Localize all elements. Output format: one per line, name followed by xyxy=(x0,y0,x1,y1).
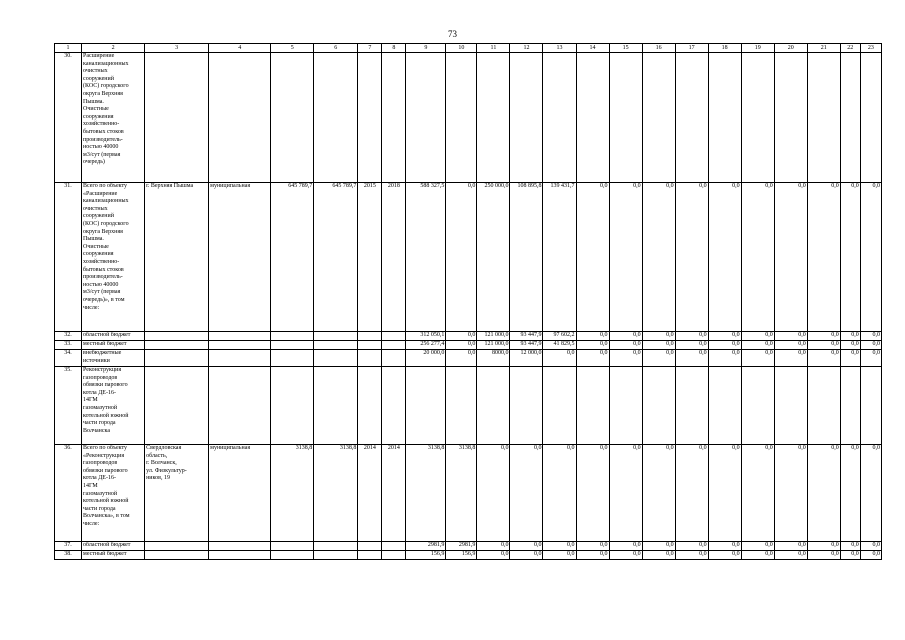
table-cell: 0,0 xyxy=(774,341,807,350)
table-cell xyxy=(314,332,358,341)
table-cell: 0,0 xyxy=(860,341,881,350)
table-cell xyxy=(576,367,609,445)
column-number: 6 xyxy=(314,44,358,53)
table-cell: 108 895,8 xyxy=(510,183,543,332)
table-cell: 0,0 xyxy=(576,551,609,560)
table-cell xyxy=(145,332,209,341)
table-cell xyxy=(840,367,860,445)
table-cell xyxy=(209,542,271,551)
table-cell: 588 327,5 xyxy=(406,183,446,332)
page-number: 73 xyxy=(448,29,457,39)
table-cell: 32. xyxy=(55,332,82,341)
table-cell: 0,0 xyxy=(510,551,543,560)
table-cell xyxy=(271,53,314,183)
table-cell: 41 829,5 xyxy=(543,341,576,350)
table-cell: 3138,8 xyxy=(406,445,446,542)
table-cell: 12 000,0 xyxy=(510,350,543,367)
table-cell: 0,0 xyxy=(543,350,576,367)
table-cell xyxy=(145,551,209,560)
table-cell: 0,0 xyxy=(510,542,543,551)
table-cell: областной бюджет xyxy=(82,332,145,341)
table-cell: 0,0 xyxy=(576,341,609,350)
column-number: 14 xyxy=(576,44,609,53)
table-cell: г. Верхняя Пышма xyxy=(145,183,209,332)
table-cell xyxy=(271,542,314,551)
table-cell: 0,0 xyxy=(840,551,860,560)
table-cell: 2018 xyxy=(382,183,406,332)
table-cell xyxy=(675,53,708,183)
table-cell xyxy=(314,367,358,445)
table-cell xyxy=(145,367,209,445)
table-cell: 2981,9 xyxy=(446,542,477,551)
column-number: 3 xyxy=(145,44,209,53)
table-cell: Реконструкция газопроводов обвязки парового котла ДЕ-16- 14ГМ газомазутной котельной южной части города Волчанска xyxy=(82,367,145,445)
column-number: 11 xyxy=(477,44,510,53)
table-cell xyxy=(358,542,382,551)
table-cell: 0,0 xyxy=(543,542,576,551)
table-cell xyxy=(358,341,382,350)
table-cell xyxy=(406,53,446,183)
table-cell: 0,0 xyxy=(510,445,543,542)
table-cell: 0,0 xyxy=(576,350,609,367)
table-cell: 0,0 xyxy=(543,445,576,542)
table-cell: 0,0 xyxy=(807,350,840,367)
table-cell: 0,0 xyxy=(774,551,807,560)
column-number: 12 xyxy=(510,44,543,53)
table-cell xyxy=(774,53,807,183)
column-number: 8 xyxy=(382,44,406,53)
table-cell: 34. xyxy=(55,350,82,367)
table-cell: 0,0 xyxy=(675,551,708,560)
table-cell: 0,0 xyxy=(860,445,881,542)
table-cell: 0,0 xyxy=(708,350,741,367)
column-number: 22 xyxy=(840,44,860,53)
table-cell: 37. xyxy=(55,542,82,551)
table-cell: 0,0 xyxy=(675,542,708,551)
table-cell: 0,0 xyxy=(741,341,774,350)
table-cell: 0,0 xyxy=(446,341,477,350)
table-cell xyxy=(675,367,708,445)
table-cell xyxy=(382,341,406,350)
table-cell: 3138,8 xyxy=(271,445,314,542)
table-cell: 256 277,4 xyxy=(406,341,446,350)
table-cell: 33. xyxy=(55,341,82,350)
table-cell: 38. xyxy=(55,551,82,560)
table-cell xyxy=(543,367,576,445)
column-number: 5 xyxy=(271,44,314,53)
column-number: 9 xyxy=(406,44,446,53)
table-cell xyxy=(807,367,840,445)
table-cell xyxy=(314,551,358,560)
table-cell: 0,0 xyxy=(741,332,774,341)
column-number: 20 xyxy=(774,44,807,53)
table-cell xyxy=(314,350,358,367)
column-number: 16 xyxy=(642,44,675,53)
table-cell xyxy=(807,53,840,183)
table-cell: 0,0 xyxy=(609,445,642,542)
table-cell xyxy=(314,542,358,551)
table-cell: 0,0 xyxy=(807,332,840,341)
table-cell: 0,0 xyxy=(609,341,642,350)
table-cell xyxy=(860,367,881,445)
table-cell xyxy=(145,542,209,551)
table-cell: 35. xyxy=(55,367,82,445)
table-cell xyxy=(358,367,382,445)
table-cell: 0,0 xyxy=(609,332,642,341)
table-cell: 0,0 xyxy=(609,551,642,560)
column-number: 13 xyxy=(543,44,576,53)
table-cell xyxy=(446,53,477,183)
table-row xyxy=(55,332,882,341)
table-cell: 0,0 xyxy=(774,350,807,367)
table-cell: 250 000,0 xyxy=(477,183,510,332)
table-cell: 0,0 xyxy=(543,551,576,560)
table-cell: 20 000,0 xyxy=(406,350,446,367)
table-row xyxy=(55,183,882,332)
table-cell: 0,0 xyxy=(609,542,642,551)
table-cell: 97 602,2 xyxy=(543,332,576,341)
table-cell: 30. xyxy=(55,53,82,183)
table-cell xyxy=(708,53,741,183)
table-cell: 0,0 xyxy=(708,542,741,551)
table-cell xyxy=(382,367,406,445)
column-number: 1 xyxy=(55,44,82,53)
column-number: 10 xyxy=(446,44,477,53)
table-cell: 2981,9 xyxy=(406,542,446,551)
table-cell xyxy=(271,551,314,560)
table-cell: 156,9 xyxy=(446,551,477,560)
table-cell: 0,0 xyxy=(642,445,675,542)
table-cell: 2015 xyxy=(358,183,382,332)
table-cell: 0,0 xyxy=(840,542,860,551)
table-cell xyxy=(406,367,446,445)
table-cell: 0,0 xyxy=(446,332,477,341)
column-number: 18 xyxy=(708,44,741,53)
table-cell: местный бюджет xyxy=(82,341,145,350)
table-cell: 3138,8 xyxy=(314,445,358,542)
table-cell xyxy=(271,341,314,350)
table-cell: 0,0 xyxy=(840,350,860,367)
table-cell: 0,0 xyxy=(807,341,840,350)
column-number: 2 xyxy=(82,44,145,53)
table-cell: 0,0 xyxy=(840,341,860,350)
table-cell xyxy=(209,350,271,367)
table-cell: 0,0 xyxy=(741,445,774,542)
table-cell: 0,0 xyxy=(675,445,708,542)
table-cell: 0,0 xyxy=(675,341,708,350)
table-cell: 0,0 xyxy=(477,445,510,542)
column-number: 4 xyxy=(209,44,271,53)
table-cell: 0,0 xyxy=(708,183,741,332)
table-cell xyxy=(382,53,406,183)
table-cell: 0,0 xyxy=(860,183,881,332)
table-cell xyxy=(145,53,209,183)
table-cell: 0,0 xyxy=(446,183,477,332)
table-cell: 0,0 xyxy=(774,445,807,542)
table-cell: 0,0 xyxy=(642,341,675,350)
table-cell: 0,0 xyxy=(774,332,807,341)
table-cell xyxy=(358,350,382,367)
column-number: 7 xyxy=(358,44,382,53)
column-number: 15 xyxy=(609,44,642,53)
table-cell: 0,0 xyxy=(576,445,609,542)
table-cell: местный бюджет xyxy=(82,551,145,560)
table-cell xyxy=(145,341,209,350)
table-cell: 0,0 xyxy=(741,183,774,332)
table-row xyxy=(55,53,882,183)
table-cell xyxy=(741,53,774,183)
table-cell: 0,0 xyxy=(774,542,807,551)
table-cell: Всего по объекту «Расширение канализационных очистных сооружений (КОС) городского округа Верхняя Пышма. Очистные сооружения хозяйственно- бытовых стоков производитель- ностью 40000 м3/сут (первая очередь)», в том числе: xyxy=(82,183,145,332)
table-cell xyxy=(609,367,642,445)
table-row xyxy=(55,551,882,560)
table-cell: 0,0 xyxy=(860,350,881,367)
table-cell xyxy=(209,551,271,560)
table-cell xyxy=(209,367,271,445)
table-cell: 36. xyxy=(55,445,82,542)
table-row xyxy=(55,542,882,551)
column-number: 19 xyxy=(741,44,774,53)
table-cell: 0,0 xyxy=(675,183,708,332)
table-row xyxy=(55,367,882,445)
table-cell: 645 789,7 xyxy=(314,183,358,332)
budget-table xyxy=(54,43,882,560)
table-cell: 93 447,9 xyxy=(510,341,543,350)
table-cell: 0,0 xyxy=(860,542,881,551)
table-cell: 0,0 xyxy=(675,350,708,367)
table-cell xyxy=(209,332,271,341)
table-cell: 0,0 xyxy=(741,350,774,367)
table-cell xyxy=(271,350,314,367)
table-cell: 2014 xyxy=(382,445,406,542)
table-cell xyxy=(382,551,406,560)
table-cell xyxy=(314,53,358,183)
table-cell: 0,0 xyxy=(609,183,642,332)
table-cell xyxy=(543,53,576,183)
table-cell: 8000,0 xyxy=(477,350,510,367)
table-cell xyxy=(609,53,642,183)
table-cell: 645 789,7 xyxy=(271,183,314,332)
column-number: 21 xyxy=(807,44,840,53)
table-cell xyxy=(840,53,860,183)
table-cell: 0,0 xyxy=(807,542,840,551)
column-number-row xyxy=(55,44,882,53)
table-cell: 0,0 xyxy=(840,332,860,341)
table-cell xyxy=(382,350,406,367)
table-cell: Расширение канализационных очистных сооружений (КОС) городского округа Верхняя Пышма. Очистные сооружения хозяйственно- бытовых стоков производитель- ностью 40000 м3/сут (первая очередь) xyxy=(82,53,145,183)
table-row xyxy=(55,341,882,350)
table-cell xyxy=(358,53,382,183)
table-cell: Свердловская область, г. Волчанск, ул. Физкультур- ников, 19 xyxy=(145,445,209,542)
table-cell xyxy=(708,367,741,445)
table-cell: 0,0 xyxy=(840,445,860,542)
table-cell: 312 050,1 xyxy=(406,332,446,341)
column-number: 23 xyxy=(860,44,881,53)
table-cell: 0,0 xyxy=(807,551,840,560)
table-cell: 0,0 xyxy=(860,332,881,341)
table-cell xyxy=(271,332,314,341)
table-cell: 0,0 xyxy=(860,551,881,560)
table-cell: 0,0 xyxy=(477,542,510,551)
table-body xyxy=(55,44,882,560)
table-cell xyxy=(477,367,510,445)
table-cell: 0,0 xyxy=(576,542,609,551)
table-cell: 0,0 xyxy=(642,350,675,367)
table-cell: 0,0 xyxy=(446,350,477,367)
table-cell xyxy=(642,53,675,183)
table-cell xyxy=(477,53,510,183)
table-cell: 3138,8 xyxy=(446,445,477,542)
table-cell: 0,0 xyxy=(576,332,609,341)
table-cell xyxy=(314,341,358,350)
table-cell: 0,0 xyxy=(642,332,675,341)
table-cell xyxy=(358,551,382,560)
table-cell xyxy=(510,367,543,445)
table-cell: 0,0 xyxy=(840,183,860,332)
table-cell: 0,0 xyxy=(774,183,807,332)
table-cell: 0,0 xyxy=(807,183,840,332)
table-cell xyxy=(209,341,271,350)
table-cell xyxy=(382,542,406,551)
table-cell xyxy=(382,332,406,341)
table-cell: 0,0 xyxy=(708,332,741,341)
table-cell: 139 431,7 xyxy=(543,183,576,332)
table-cell: 121 000,0 xyxy=(477,332,510,341)
table-cell xyxy=(860,53,881,183)
table-cell: 2014 xyxy=(358,445,382,542)
table-cell: 0,0 xyxy=(741,551,774,560)
table-cell: 0,0 xyxy=(576,183,609,332)
table-cell: 0,0 xyxy=(642,542,675,551)
table-cell: 0,0 xyxy=(741,542,774,551)
table-cell: 0,0 xyxy=(708,341,741,350)
table-cell: 93 447,9 xyxy=(510,332,543,341)
table-cell: 31. xyxy=(55,183,82,332)
table-cell xyxy=(209,53,271,183)
table-cell xyxy=(510,53,543,183)
table-row xyxy=(55,350,882,367)
table-cell: Всего по объекту «Реконструкция газопроводов обвязки парового котла ДЕ-16- 14ГМ газомазутной котельной южной части города Волчанска», в том числе: xyxy=(82,445,145,542)
table-cell: муниципальная xyxy=(209,445,271,542)
table-cell xyxy=(741,367,774,445)
table-cell xyxy=(446,367,477,445)
table-cell xyxy=(145,350,209,367)
table-cell: 0,0 xyxy=(807,445,840,542)
table-cell xyxy=(576,53,609,183)
table-cell: 156,9 xyxy=(406,551,446,560)
table-cell: муниципальная xyxy=(209,183,271,332)
table-cell xyxy=(774,367,807,445)
table-cell: областной бюджет xyxy=(82,542,145,551)
table-cell: 0,0 xyxy=(675,332,708,341)
table-cell: 0,0 xyxy=(708,551,741,560)
table-row xyxy=(55,445,882,542)
table-cell xyxy=(642,367,675,445)
table-cell xyxy=(358,332,382,341)
table-cell: внебюджетные источники xyxy=(82,350,145,367)
table-cell: 0,0 xyxy=(642,183,675,332)
table-cell: 0,0 xyxy=(477,551,510,560)
table-cell: 121 000,0 xyxy=(477,341,510,350)
table-cell: 0,0 xyxy=(609,350,642,367)
column-number: 17 xyxy=(675,44,708,53)
table-cell: 0,0 xyxy=(642,551,675,560)
table-cell: 0,0 xyxy=(708,445,741,542)
table-cell xyxy=(271,367,314,445)
